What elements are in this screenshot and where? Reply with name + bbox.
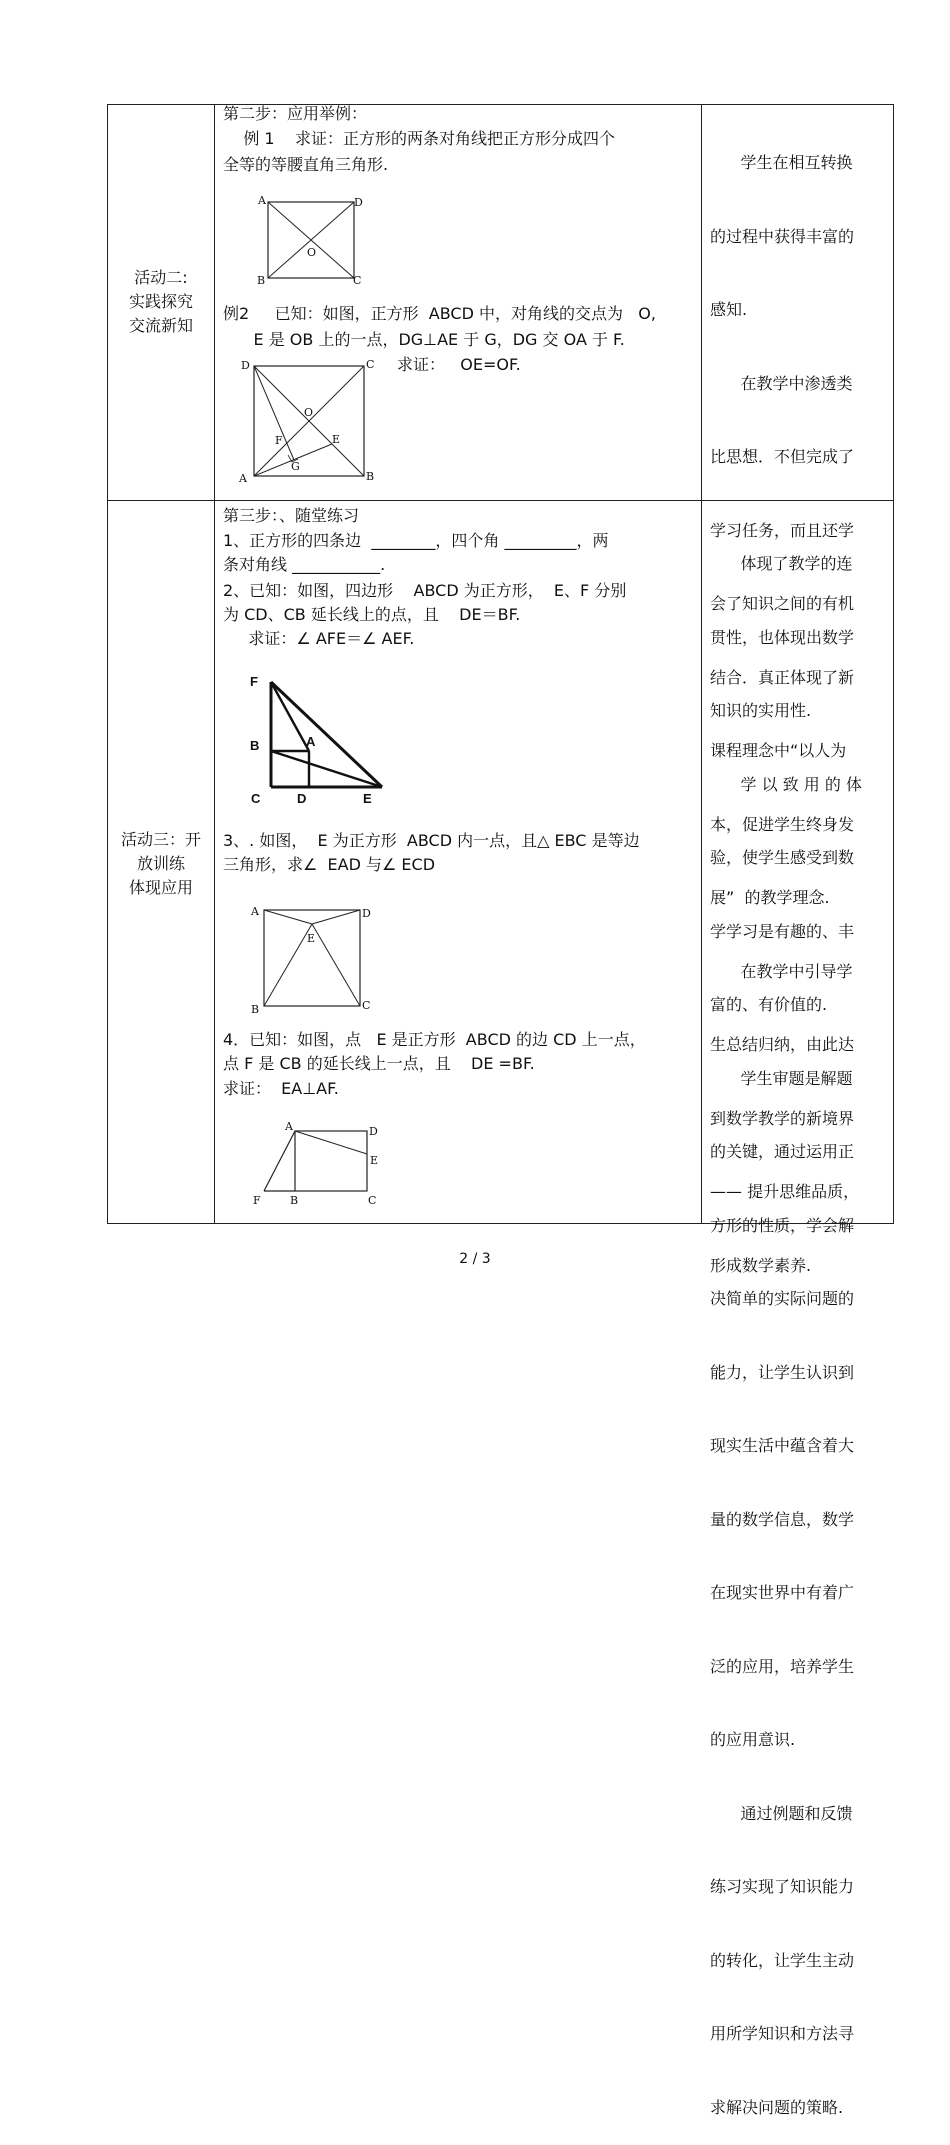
svg-text:O: O: [307, 246, 317, 259]
svg-text:A: A: [239, 472, 247, 485]
example2-prove: 求证： OE=OF.: [397, 355, 521, 374]
exercise3-line1: 3、. 如图， E 为正方形 ABCD 内一点，且△ EBC 是等边: [223, 831, 640, 850]
exercise1-line2: 条对角线 ___________.: [223, 555, 386, 574]
exercise4-line1: 4．已知：如图，点 E 是正方形 ABCD 的边 CD 上一点，: [223, 1030, 646, 1049]
activity-three-label: 活动三：开 放训练 体现应用: [120, 830, 201, 897]
svg-text:C: C: [251, 791, 261, 806]
svg-text:E: E: [363, 791, 372, 806]
svg-text:D: D: [362, 907, 371, 920]
svg-text:B: B: [251, 1003, 260, 1016]
square-diagonals-figure: [250, 192, 370, 292]
svg-text:B: B: [290, 1194, 299, 1207]
svg-text:A: A: [251, 905, 259, 918]
svg-text:A: A: [285, 1120, 293, 1133]
row3-commentary: 体现了教学的连 贯性，也体现出数学 知识的实用性. 学 以 致 用 的 体 验，使学生感受到数 学学习是有趣的、丰 富的、有价值的. 学生审题是解题 的关键，通过运用正 方形的性质，学会解 决简单的实际问题的 能力，让学生认识到 现实生活中蕴含着大 量的数学信息，数学 在现实世界中有着广 泛的应用，培养学生 的应用意识. 通过例题和反馈 练习实现了知识能力 的转化，让学生主动 用所学知识和方法寻 求解决问题的策略.: [710, 554, 862, 2117]
svg-text:C: C: [362, 999, 371, 1012]
example1-line1: 例 1 求证：正方形的两条对角线把正方形分成四个: [223, 129, 615, 148]
example2-line1: 例2 已知：如图，正方形 ABCD 中，对角线的交点为 O,: [223, 304, 656, 323]
exercise2-prove: 求证：∠ AFE＝∠ AEF.: [223, 629, 415, 648]
svg-text:F: F: [250, 674, 258, 689]
svg-text:D: D: [369, 1125, 378, 1138]
svg-text:D: D: [241, 359, 250, 372]
svg-text:O: O: [304, 406, 314, 419]
column-divider-right: [701, 104, 702, 1224]
svg-text:F: F: [253, 1194, 261, 1207]
svg-text:C: C: [368, 1194, 377, 1207]
svg-text:C: C: [353, 274, 362, 287]
example2-line2: E 是 OB 上的一点，DG⊥AE 于 G，DG 交 OA 于 F.: [223, 330, 625, 349]
square-equilateral-exercise3-figure: [244, 900, 384, 1018]
svg-text:E: E: [332, 433, 341, 446]
svg-text:C: C: [366, 358, 375, 371]
svg-text:B: B: [366, 470, 375, 483]
exercise3-line2: 三角形，求∠ EAD 与∠ ECD: [223, 855, 436, 874]
svg-text:B: B: [257, 274, 266, 287]
svg-text:B: B: [250, 738, 260, 753]
exercise1-line1: 1、正方形的四条边 ________，四个角 _________，两: [223, 531, 609, 550]
column-divider-left: [214, 104, 215, 1224]
exercise2-line2: 为 CD、CB 延长线上的点，且 DE＝BF.: [223, 605, 521, 624]
square-triangle-exercise2-figure: [245, 670, 395, 810]
square-exercise4-figure: [248, 1118, 388, 1210]
exercise4-prove: 求证： EA⊥AF.: [223, 1079, 339, 1098]
svg-text:D: D: [354, 196, 363, 209]
svg-text:A: A: [258, 194, 266, 207]
page-number: 2 / 3: [459, 1251, 491, 1267]
svg-text:A: A: [306, 734, 316, 749]
row2-commentary: 学生在相互转换 的过程中获得丰富的 感知. 在教学中渗透类 比思想．不但完成了 学习任务，而且还学 会了知识之间的有机 结合．真正体现了新 课程理念中“以人为 本，促进学生终身发 展” 的教学理念. 在教学中引导学 生总结归纳，由此达 到数学教学的新境界 —— 提升思维品质， 形成数学素养.: [710, 153, 860, 1275]
example1-line2: 全等的等腰直角三角形.: [223, 155, 389, 174]
step-two-title: 第二步：应用举例：: [223, 104, 368, 123]
square-abcd-example2-figure: [236, 356, 381, 488]
svg-text:E: E: [307, 932, 316, 945]
svg-text:D: D: [297, 791, 307, 806]
svg-text:F: F: [275, 434, 283, 447]
activity-two-label: 活动二: 实践探究 交流新知: [128, 268, 193, 335]
step-three-title: 第三步：、随堂练习: [223, 506, 360, 525]
exercise2-line1: 2、已知：如图，四边形 ABCD 为正方形， E、F 分别: [223, 581, 627, 600]
exercise4-line2: 点 F 是 CB 的延长线上一点，且 DE =BF.: [223, 1054, 535, 1073]
svg-text:E: E: [370, 1154, 379, 1167]
svg-text:G: G: [291, 460, 300, 473]
